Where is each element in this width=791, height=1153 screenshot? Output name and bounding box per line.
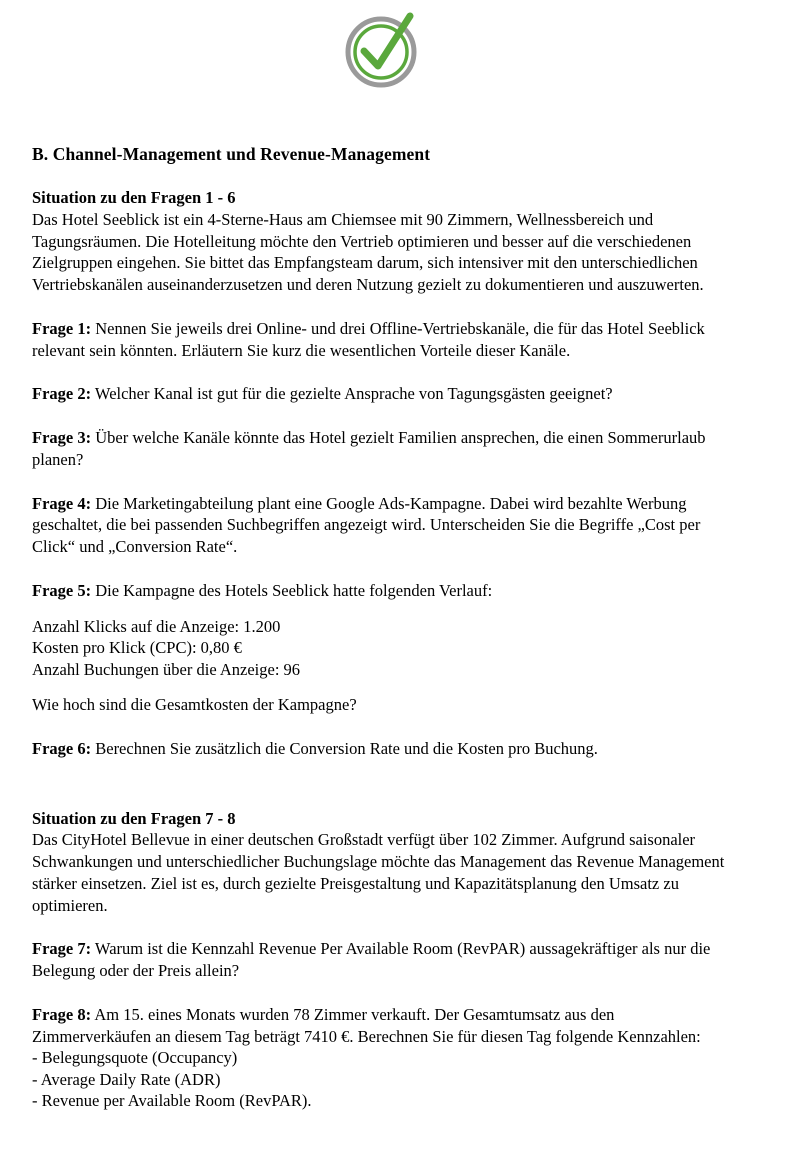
question-7-label: Frage 7: — [32, 939, 92, 959]
logo-container — [32, 0, 729, 100]
question-5-data-line: Anzahl Klicks auf die Anzeige: 1.200 — [32, 616, 281, 636]
question-3-text: Über welche Kanäle könnte das Hotel gezielt Familien ansprechen, die einen Sommerurlaub planen? — [32, 428, 706, 469]
question-1 — [32, 318, 729, 362]
question-5-data-lines — [32, 616, 729, 680]
question-5-label: Frage 5: — [32, 580, 92, 600]
question-3 — [32, 427, 729, 471]
section-spacer — [32, 760, 729, 786]
question-7-text: Warum ist die Kennzahl Revenue Per Available Room (RevPAR) aussagekräftiger als nur die Belegung oder der Preis allein? — [32, 939, 711, 981]
question-1-text: Nennen Sie jeweils drei Online- und drei Offline-Vertriebskanäle, die für das Hotel Seeblick relevant sein könnten. Erläutern Sie kurz die wesentlichen Vorteile dieser Kanäle. — [32, 318, 705, 360]
question-5-data-line: Kosten pro Klick (CPC): 0,80 € — [32, 638, 242, 658]
question-2 — [32, 383, 729, 405]
question-8-item: - Average Daily Rate (ADR) — [32, 1069, 221, 1089]
question-6-paragraph — [32, 738, 729, 760]
question-5 — [32, 580, 729, 716]
question-8-text: Am 15. eines Monats wurden 78 Zimmer verkauft. Der Gesamtumsatz aus den Zimmerverkäufen an diesem Tag beträgt 7410 €. Berechnen Sie für diesen Tag folgende Kennzahlen: — [32, 1004, 701, 1046]
question-6 — [32, 738, 729, 760]
question-5-paragraph — [32, 580, 729, 602]
question-8-label: Frage 8: — [32, 1004, 92, 1024]
question-1-label: Frage 1: — [32, 318, 92, 338]
question-8-paragraph — [32, 1004, 729, 1048]
situation-1-text: Das Hotel Seeblick ist ein 4-Sterne-Haus am Chiemsee mit 90 Zimmern, Wellnessbereich und Tagungsräumen. Die Hotelleitung möchte den Vertrieb optimieren und besser auf die verschiedenen Zielgruppen eingehen. Sie bittet das Empfangsteam darum, sich intensiver mit den unterschiedlichen Vertriebskanälen auseinanderzusetzen und deren Nutzung gezielt zu dokumentieren und auszuwerten. — [32, 209, 704, 295]
question-4-text: Die Marketingabteilung plant eine Google Ads-Kampagne. Dabei wird bezahlte Werbung geschaltet, die bei passenden Suchbegriffen angezeigt wird. Unterscheiden Sie die Begriffe „Cost per Click“ und „Conversion Rate“. — [32, 493, 701, 557]
question-2-paragraph — [32, 383, 729, 405]
question-5-text: Die Kampagne des Hotels Seeblick hatte folgenden Verlauf: — [91, 580, 493, 600]
question-4-label: Frage 4: — [32, 493, 92, 513]
question-7 — [32, 938, 729, 982]
question-7-paragraph — [32, 938, 729, 982]
question-4 — [32, 493, 729, 558]
situation-2-text: Das CityHotel Bellevue in einer deutschen Großstadt verfügt über 102 Zimmer. Aufgrund saisonaler Schwankungen und unterschiedlicher Buchungslage möchte das Management das Revenue Management stärker einsetzen. Ziel ist es, durch gezielte Preisgestaltung und Kapazitätsplanung den Umsatz zu optimieren. — [32, 830, 725, 915]
situation-2-heading: Situation zu den Fragen 7 - 8 — [32, 808, 236, 828]
situation-1-heading: Situation zu den Fragen 1 - 6 — [32, 188, 236, 207]
situation-1-block — [32, 187, 729, 296]
situation-2-block — [32, 808, 729, 917]
question-2-text: Welcher Kanal ist gut für die gezielte Ansprache von Tagungsgästen geeignet? — [91, 384, 613, 404]
question-8-item: - Revenue per Available Room (RevPAR). — [32, 1091, 312, 1111]
question-8-items — [32, 1047, 729, 1111]
question-1-paragraph — [32, 318, 729, 362]
question-8 — [32, 1004, 729, 1112]
question-4-paragraph — [32, 493, 729, 558]
question-6-label: Frage 6: — [32, 738, 92, 758]
question-6-text: Berechnen Sie zusätzlich die Conversion Rate und die Kosten pro Buchung. — [91, 738, 598, 758]
question-3-paragraph — [32, 427, 729, 471]
question-5-follow-up: Wie hoch sind die Gesamtkosten der Kampagne? — [32, 695, 357, 715]
question-3-label: Frage 3: — [32, 428, 92, 448]
green-check-circle-logo — [338, 8, 424, 94]
question-2-label: Frage 2: — [32, 384, 92, 404]
question-8-item: - Belegungsquote (Occupancy) — [32, 1048, 238, 1068]
question-5-data-line: Anzahl Buchungen über die Anzeige: 96 — [32, 659, 301, 679]
page-title: B. Channel-Management und Revenue-Management — [32, 144, 431, 164]
